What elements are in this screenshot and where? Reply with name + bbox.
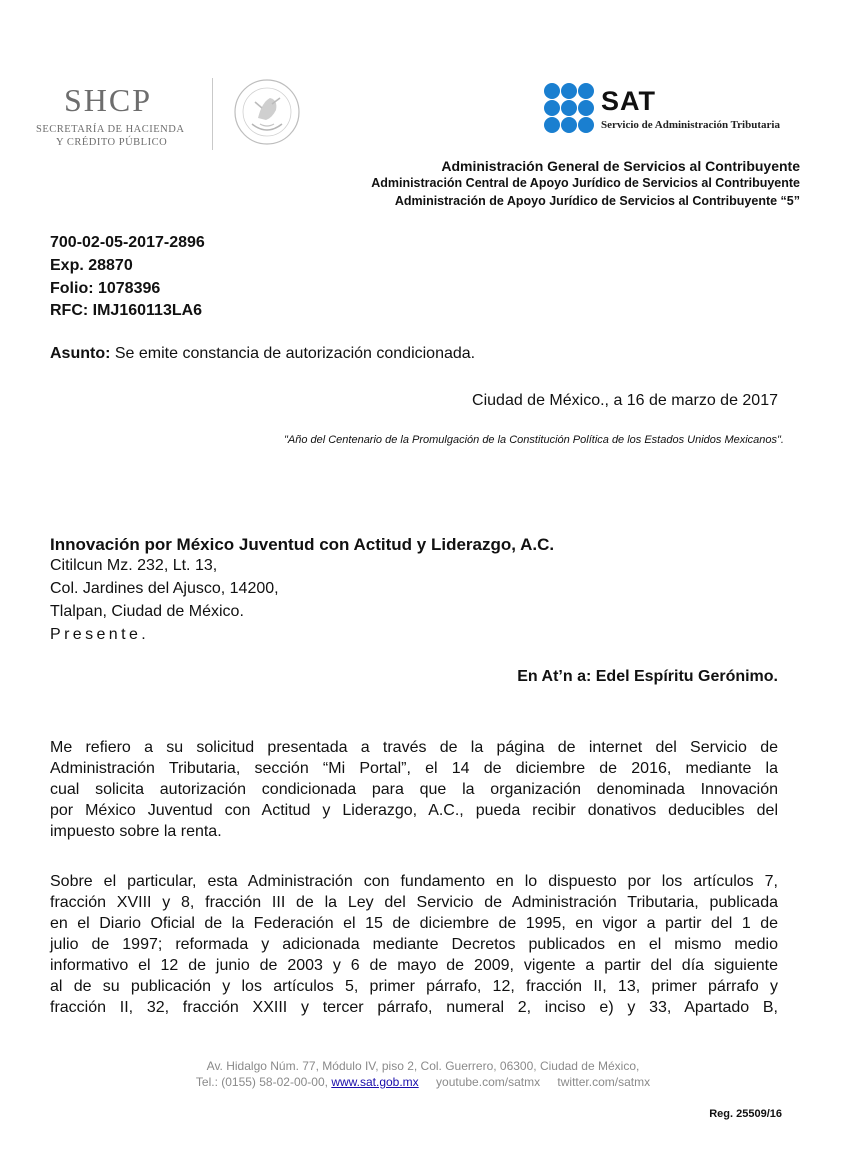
body-paragraph-1: [50, 737, 778, 842]
paragraph-line: Administración Tributaria, sección “Mi Portal”, el 14 de diciembre de 2016, mediante la: [50, 760, 778, 777]
subject-label: Asunto:: [50, 345, 111, 362]
paragraph-line: Me refiero a su solicitud presentada a través de la página de internet del Servicio de: [50, 739, 778, 756]
footer-twitter[interactable]: twitter.com/satmx: [557, 1075, 651, 1089]
expediente: Exp. 28870: [50, 257, 133, 274]
shcp-subtitle-line1: SECRETARÍA DE HACIENDA: [36, 124, 185, 135]
sat-dots-icon: [543, 82, 595, 134]
header-line-2: Administración Central de Apoyo Jurídico de Servicios al Contribuyente: [371, 176, 800, 190]
subject-line: [50, 345, 475, 363]
logo-divider: [212, 78, 213, 150]
subject-text: Se emite constancia de autorización condicionada.: [110, 345, 476, 362]
paragraph-line: fracción XVIII y 8, fracción III de la Ley del Servicio de Administración Tributaria, publicada: [50, 894, 778, 911]
recipient-organization: Innovación por México Juventud con Actitud y Liderazgo, A.C.: [50, 535, 555, 554]
footer-youtube[interactable]: youtube.com/satmx: [436, 1075, 541, 1089]
paragraph-line: por México Juventud con Actitud y Liderazgo, A.C., pueda recibir donativos deducibles del: [50, 802, 778, 819]
presente: Presente.: [50, 626, 150, 643]
sat-subtitle: Servicio de Administración Tributaria: [601, 119, 780, 131]
header-line-1: Administración General de Servicios al Contribuyente: [441, 158, 800, 174]
paragraph-line: julio de 1997; reformada y adicionada mediante Decretos publicados en el mismo medio: [50, 936, 778, 953]
paragraph-line: fracción II, 32, fracción XXIII y tercer párrafo, numeral 2, inciso e) y 33, Apartado B,: [50, 999, 778, 1016]
body-paragraph-2: [50, 871, 778, 1018]
paragraph-line: informativo el 12 de junio de 2003 y 6 de mayo de 2009, vigente a partir del día siguiente: [50, 957, 778, 974]
sat-logo: [543, 82, 803, 138]
sat-wordmark: SAT: [601, 86, 656, 116]
paragraph-line: impuesto sobre la renta.: [50, 823, 222, 840]
shcp-subtitle-line2: Y CRÉDITO PÚBLICO: [56, 137, 168, 148]
paragraph-line: en el Diario Oficial de la Federación el 15 de diciembre de 1995, en vigor a partir del 1 de: [50, 915, 778, 932]
header-line-3: Administración de Apoyo Jurídico de Servicios al Contribuyente “5”: [394, 194, 800, 208]
shcp-title: SHCP: [64, 82, 153, 118]
footer-address: Av. Hidalgo Núm. 77, Módulo IV, piso 2, Col. Guerrero, 06300, Ciudad de México,: [206, 1059, 640, 1073]
registration-number: Reg. 25509/16: [709, 1108, 782, 1120]
recipient-address-line-1: Citilcun Mz. 232, Lt. 13,: [50, 557, 218, 574]
attention-line: En At’n a: Edel Espíritu Gerónimo.: [517, 668, 778, 685]
footer-website-link[interactable]: www.sat.gob.mx: [331, 1075, 419, 1089]
year-motto: "Año del Centenario de la Promulgación de la Constitución Política de los Estados Unidos Mexicanos".: [283, 434, 784, 446]
footer-contact: [0, 1075, 846, 1089]
letter-date: Ciudad de México., a 16 de marzo de 2017: [472, 392, 778, 409]
shcp-logo: [36, 78, 316, 158]
footer-phone: Tel.: (0155) 58-02-00-00,: [195, 1075, 328, 1089]
recipient-address-line-2: Col. Jardines del Ajusco, 14200,: [50, 580, 279, 597]
folio: Folio: 1078396: [50, 280, 161, 297]
paragraph-line: Sobre el particular, esta Administración con fundamento en lo dispuesto por los artículos 7,: [50, 873, 778, 890]
rfc: RFC: IMJ160113LA6: [50, 302, 203, 319]
recipient-address-line-3: Tlalpan, Ciudad de México.: [50, 603, 244, 620]
paragraph-line: cual solicita autorización condicionada para que la organización denominada Innovación: [50, 781, 778, 798]
national-seal-icon: [222, 78, 312, 146]
reference-number: 700-02-05-2017-2896: [50, 234, 205, 251]
paragraph-line: al de su publicación y los artículos 5, primer párrafo, 12, fracción II, 13, primer párrafo y: [50, 978, 778, 995]
